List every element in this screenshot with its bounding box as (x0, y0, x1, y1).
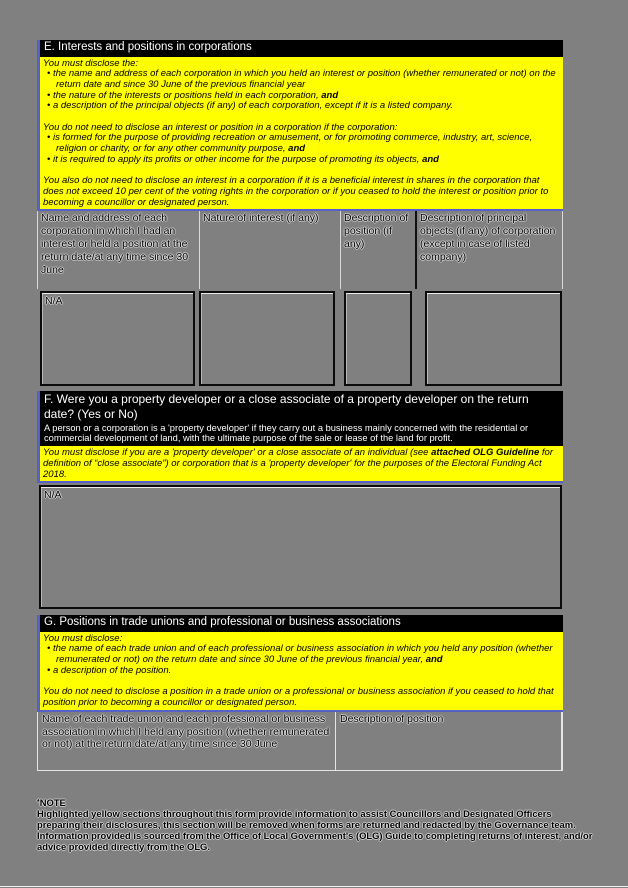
section-e-title: E. Interests and positions in corporations (44, 41, 252, 53)
trade-unions-table-header-row (37, 712, 563, 771)
column-header-nature-of-interest: Nature of interest (if any) (200, 211, 341, 289)
name-address-input[interactable]: N/A (40, 291, 195, 386)
guidance-bullet: • the name and address of each corporation in which you held an interest or position (whether remunerated or not) on the return date and since 30 June of the previous financial year (47, 69, 557, 90)
section-f-subtitle: A person or a corporation is a 'property developer' if they carry out a business mainly concerned with the residential or commercial development of land, with the ultimate purpose of the sale or lease of the land for profit. (44, 422, 529, 444)
section-f-header (37, 391, 563, 446)
guidance-paragraph: You do not need to disclose a position in a trade union or a professional or business association if you ceased to hold that position prior to becoming a councillor or designated person. (43, 686, 554, 708)
page-bottom-edge (0, 886, 628, 887)
guidance-bullet-list (43, 133, 557, 165)
guidance-intro: You must disclose the: (43, 57, 139, 69)
column-header-name-address: Name and address of each corporation in which I had an interest or held a position at the return date/at any time since 30 June (38, 211, 200, 289)
section-g-header (37, 615, 563, 632)
footnote-body: Highlighted yellow sections throughout this form provide information to assist Councillors and Designated Officers preparing their disclosures, this section will be removed when forms are returned and redacted by the Governance team. Information provided is sourced from the Office of Local Government's (OLG) Guide to completing returns of interest, and/or advice provided directly from the OLG. (37, 807, 593, 852)
footnote-label: *NOTE (37, 796, 66, 808)
section-e-header (37, 40, 563, 57)
guidance-bullet: • is formed for the purpose of providing recreation or amusement, or for promoting commerce, industry, art, science, religion or charity, or for any other community purpose, and (47, 133, 557, 154)
section-g-guidance (37, 632, 563, 712)
section-f-guidance (37, 446, 563, 483)
nature-of-interest-input[interactable] (199, 291, 335, 386)
section-f-title: F. Were you a property developer or a close associate of a property developer on the return date? (Yes or No) (44, 392, 529, 421)
column-header-description-position: Description of position (if any) (341, 211, 417, 289)
guidance-paragraph: You must disclose if you are a 'property developer' or a close associate of an individual (see attached OLG Guideline for definition of “close associate”) or corporation that is a 'property developer' for the purposes of the Electoral Funding Act 2018. (43, 447, 554, 480)
guidance-bullet-list (43, 69, 557, 112)
corporations-table-header-row (37, 211, 563, 289)
corporations-table-input-row (37, 289, 563, 391)
guidance-bullet: • a description of the principal objects (if any) of each corporation, except if it is a listed company. (47, 101, 557, 112)
column-header-trade-union-name: Name of each trade union and each professional or business association in which I held any position (whether remunerated or not) at the return date/at any time since 30 June (38, 712, 336, 770)
section-g-title: G. Positions in trade unions and professional or business associations (44, 616, 401, 629)
footnote (37, 797, 593, 852)
guidance-intro: You must disclose: (43, 632, 123, 644)
guidance-bullet: • the nature of the interests or positions held in each corporation, and (47, 91, 557, 102)
property-developer-answer-input[interactable]: N/A (39, 485, 562, 609)
column-header-principal-objects: Description of principal objects (if any) of corporation (except in case of listed company) (417, 211, 563, 289)
guidance-paragraph: You do not need to disclose an interest or position in a corporation if the corporation: (43, 121, 398, 133)
guidance-bullet: • the name of each trade union and of each professional or business association in which you held any position (whether remunerated or not) on the return date and since 30 June of the previous financial year, and (47, 644, 557, 665)
guidance-bullet: • a description of the position. (47, 666, 557, 677)
column-header-description-of-position: Description of position (340, 712, 444, 725)
section-e-guidance (37, 57, 563, 212)
description-position-input[interactable] (344, 291, 412, 386)
guidance-bullet: • it is required to apply its profits or other income for the purpose of promoting its objects, and (47, 155, 557, 166)
guidance-paragraph: You also do not need to disclose an interest in a corporation if it is a beneficial interest in shares in the corporation that does not exceed 10 per cent of the voting rights in the corporation or if you ceased to hold the interest or position prior to becoming a councillor or designated person. (43, 175, 549, 208)
guidance-bullet-list (43, 644, 557, 676)
principal-objects-input[interactable] (425, 291, 562, 386)
disclosure-form-page (37, 40, 593, 852)
